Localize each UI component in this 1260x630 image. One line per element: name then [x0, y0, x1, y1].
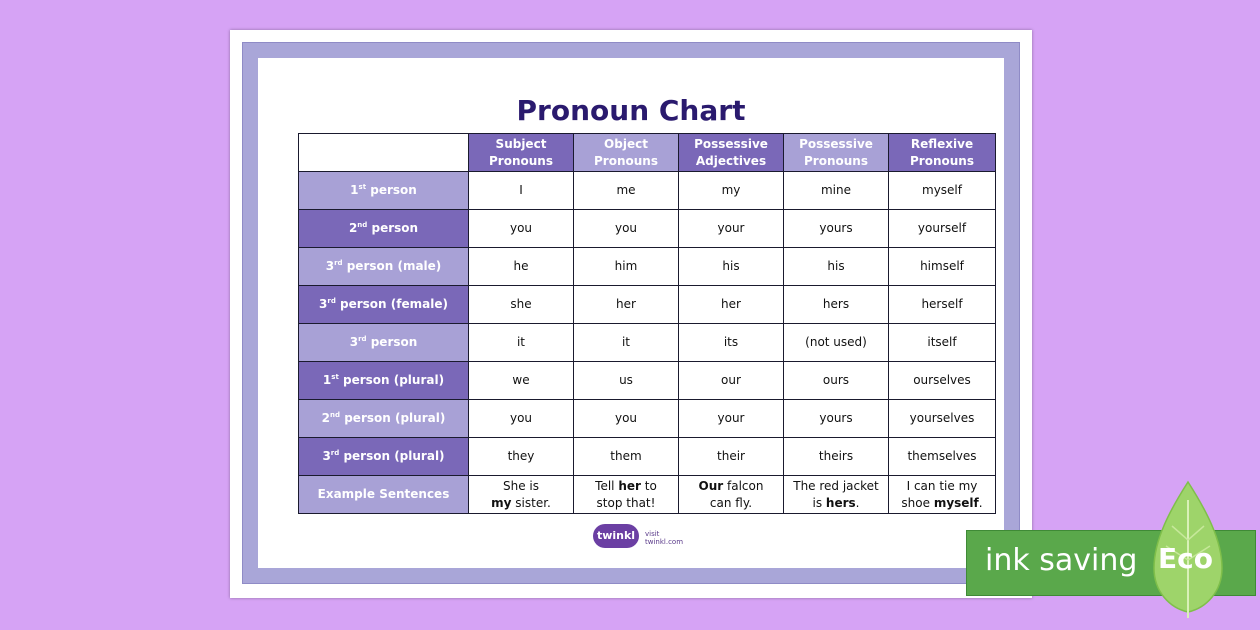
table-row	[299, 400, 996, 438]
table-row	[299, 438, 996, 476]
table-cell: her	[679, 286, 784, 324]
table-cell: it	[469, 324, 574, 362]
table-cell: she	[469, 286, 574, 324]
badge-text: ink saving	[985, 543, 1138, 578]
worksheet-content	[258, 58, 1004, 568]
column-header: Possessive Adjectives	[679, 134, 784, 172]
row-header: 2nd person (plural)	[299, 400, 469, 438]
table-cell: we	[469, 362, 574, 400]
column-header: Reflexive Pronouns	[889, 134, 996, 172]
table-cell: yourself	[889, 210, 996, 248]
table-cell: ours	[784, 362, 889, 400]
table-cell: ourselves	[889, 362, 996, 400]
example-cell: Tell her to stop that!	[574, 476, 679, 514]
table-cell: you	[574, 400, 679, 438]
table-cell: you	[469, 400, 574, 438]
example-cell: She is my sister.	[469, 476, 574, 514]
logo-mark: twinkl	[593, 524, 639, 548]
row-header: 3rd person	[299, 324, 469, 362]
table-cell: hers	[784, 286, 889, 324]
table-row	[299, 210, 996, 248]
example-row	[299, 476, 996, 514]
table-cell: herself	[889, 286, 996, 324]
table-row	[299, 324, 996, 362]
table-cell: you	[574, 210, 679, 248]
table-cell: theirs	[784, 438, 889, 476]
row-header: 3rd person (female)	[299, 286, 469, 324]
twinkl-logo[interactable]	[593, 522, 693, 550]
table-cell: themselves	[889, 438, 996, 476]
table-cell: yours	[784, 400, 889, 438]
worksheet-page	[230, 30, 1032, 598]
corner-cell	[299, 134, 469, 172]
row-header: 2nd person	[299, 210, 469, 248]
table-cell: itself	[889, 324, 996, 362]
table-cell: me	[574, 172, 679, 210]
table-cell: yours	[784, 210, 889, 248]
row-header: 1st person (plural)	[299, 362, 469, 400]
table-cell: yourselves	[889, 400, 996, 438]
column-header: Object Pronouns	[574, 134, 679, 172]
table-cell: they	[469, 438, 574, 476]
table-cell: our	[679, 362, 784, 400]
table-cell: he	[469, 248, 574, 286]
table-cell: (not used)	[784, 324, 889, 362]
table-cell: you	[469, 210, 574, 248]
table-cell: your	[679, 210, 784, 248]
worksheet-border	[242, 42, 1020, 584]
table-cell: its	[679, 324, 784, 362]
eco-label: Eco	[1158, 542, 1213, 575]
page-title: Pronoun Chart	[516, 94, 746, 127]
column-header: Possessive Pronouns	[784, 134, 889, 172]
table-cell: it	[574, 324, 679, 362]
table-cell: mine	[784, 172, 889, 210]
column-header: Subject Pronouns	[469, 134, 574, 172]
table-cell: them	[574, 438, 679, 476]
header-row	[299, 134, 996, 172]
table-cell: her	[574, 286, 679, 324]
table-row	[299, 362, 996, 400]
table-cell: his	[784, 248, 889, 286]
logo-tagline: visit twinkl.com	[645, 530, 684, 546]
row-header: 1st person	[299, 172, 469, 210]
table-row	[299, 286, 996, 324]
table-cell: him	[574, 248, 679, 286]
table-row	[299, 248, 996, 286]
table-cell: their	[679, 438, 784, 476]
row-header: 3rd person (male)	[299, 248, 469, 286]
table-cell: himself	[889, 248, 996, 286]
table-cell: your	[679, 400, 784, 438]
example-cell: The red jacket is hers.	[784, 476, 889, 514]
example-cell: I can tie my shoe myself.	[889, 476, 996, 514]
table-cell: myself	[889, 172, 996, 210]
table-cell: my	[679, 172, 784, 210]
table-cell: his	[679, 248, 784, 286]
example-cell: Our falcon can fly.	[679, 476, 784, 514]
row-header: Example Sentences	[299, 476, 469, 514]
row-header: 3rd person (plural)	[299, 438, 469, 476]
pronoun-table	[298, 133, 996, 514]
table-cell: us	[574, 362, 679, 400]
table-cell: I	[469, 172, 574, 210]
table-row	[299, 172, 996, 210]
